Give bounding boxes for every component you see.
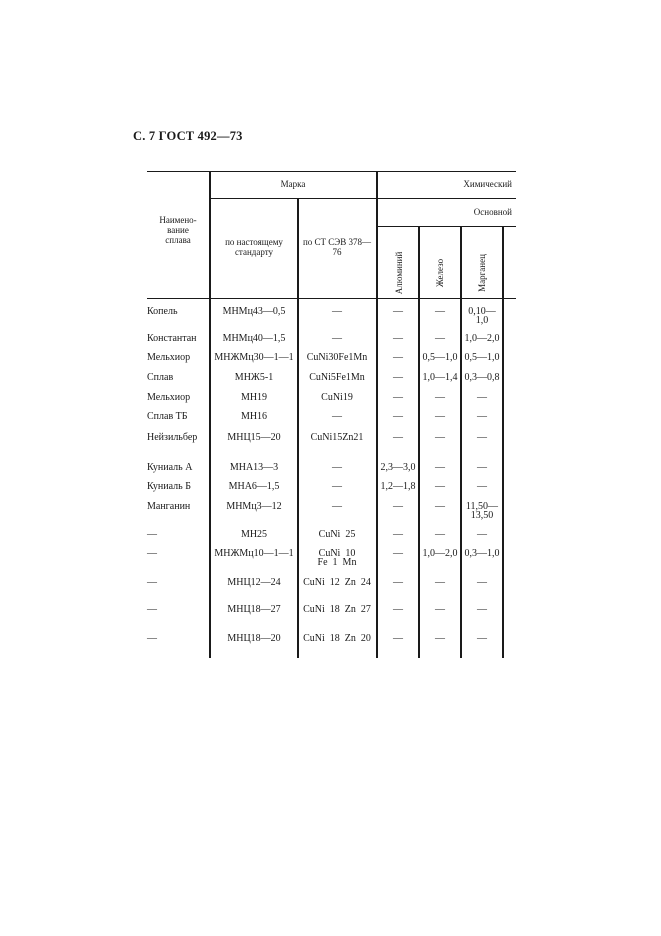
cell-aluminum: — [393, 432, 403, 443]
cell-iron: 1,0—2,0 [422, 548, 458, 559]
header-alloy-name: Наимено- вание сплава [159, 215, 197, 245]
cell-aluminum: — [393, 548, 403, 559]
cell-manganese: — [477, 392, 487, 403]
cell-iron: 0,5—1,0 [422, 352, 458, 363]
cell-aluminum: — [393, 633, 403, 644]
cell-current-grade: МНА13—3 [229, 462, 279, 473]
cell-manganese: 1,0—2,0 [464, 333, 500, 344]
cell-iron: — [435, 432, 445, 443]
cell-current-grade: МНМц3—12 [226, 501, 282, 512]
cell-aluminum: — [393, 333, 403, 344]
cell-sev-grade: CuNi 10 Fe 1 Mn [317, 548, 357, 568]
cell-alloy-name: Сплав [147, 372, 174, 383]
cell-iron: — [435, 411, 445, 422]
header-marka: Марка [280, 179, 306, 189]
cell-current-grade: МНЦ18—27 [227, 604, 281, 615]
cell-manganese: — [477, 462, 487, 473]
cell-aluminum: 1,2—1,8 [380, 481, 416, 492]
page-title: С. 7 ГОСТ 492—73 [133, 129, 243, 143]
cell-alloy-name: Сплав ТБ [147, 411, 188, 422]
cell-manganese: — [477, 633, 487, 644]
header-current-standard: по настоящему стандарту [225, 237, 283, 257]
cell-aluminum: — [393, 529, 403, 540]
cell-current-grade: МНМц43—0,5 [222, 306, 286, 317]
cell-sev-grade: CuNi15Zn21 [310, 432, 364, 443]
cell-aluminum: — [393, 604, 403, 615]
cell-manganese: 0,5—1,0 [464, 352, 500, 363]
cell-iron: — [435, 501, 445, 512]
cell-current-grade: МН25 [240, 529, 268, 540]
cell-manganese: — [477, 411, 487, 422]
cell-aluminum: — [393, 392, 403, 403]
cell-current-grade: МНЖМц30—1—1 [214, 352, 294, 363]
cell-alloy-name: — [147, 604, 157, 615]
cell-alloy-name: Манганин [147, 501, 191, 512]
cell-sev-grade: CuNi5Fe1Mn [309, 372, 365, 383]
header-st-sev: по СТ СЭВ 378— 76 [302, 237, 371, 257]
table-top-rule [147, 171, 516, 172]
header-manganese: Марганец [477, 254, 487, 292]
cell-iron: — [435, 633, 445, 644]
cell-iron: — [435, 392, 445, 403]
header-chemical: Химический [463, 179, 512, 189]
cell-iron: 1,0—1,4 [422, 372, 458, 383]
cell-current-grade: МН16 [240, 411, 268, 422]
cell-alloy-name: Куниаль А [147, 462, 193, 473]
cell-sev-grade: CuNi 12 Zn 24 [303, 577, 371, 588]
cell-sev-grade: CuNi 18 Zn 27 [303, 604, 371, 615]
cell-iron: — [435, 306, 445, 317]
cell-sev-grade: — [332, 306, 342, 317]
cell-iron: — [435, 333, 445, 344]
cell-current-grade: МНЦ15—20 [227, 432, 281, 443]
cell-alloy-name: — [147, 548, 157, 559]
cell-aluminum: — [393, 577, 403, 588]
cell-sev-grade: — [332, 411, 342, 422]
header-aluminum: Алюминий [394, 251, 404, 295]
cell-aluminum: 2,3—3,0 [380, 462, 416, 473]
cell-current-grade: МНЖМц10—1—1 [214, 548, 294, 559]
cell-sev-grade: — [332, 481, 342, 492]
header-rule-2 [210, 198, 516, 199]
cell-sev-grade: CuNi 18 Zn 20 [303, 633, 371, 644]
cell-manganese: — [477, 481, 487, 492]
cell-alloy-name: Копель [147, 306, 178, 317]
cell-alloy-name: Мельхиор [147, 392, 191, 403]
cell-alloy-name: Куниаль Б [147, 481, 191, 492]
cell-sev-grade: — [332, 462, 342, 473]
cell-manganese: 0,3—0,8 [464, 372, 500, 383]
cell-iron: — [435, 529, 445, 540]
cell-sev-grade: — [332, 333, 342, 344]
cell-iron: — [435, 481, 445, 492]
cell-manganese: 11,50— 13,50 [465, 501, 499, 521]
cell-current-grade: МНЦ18—20 [227, 633, 281, 644]
cell-alloy-name: — [147, 577, 157, 588]
cell-aluminum: — [393, 372, 403, 383]
cell-aluminum: — [393, 501, 403, 512]
cell-sev-grade: — [332, 501, 342, 512]
header-iron: Железо [435, 258, 445, 288]
cell-current-grade: МН19 [240, 392, 268, 403]
cell-iron: — [435, 604, 445, 615]
cell-current-grade: МНМц40—1,5 [222, 333, 286, 344]
cell-current-grade: МНА6—1,5 [228, 481, 280, 492]
cell-manganese: — [477, 529, 487, 540]
col-divider-std [297, 198, 299, 658]
cell-manganese: — [477, 604, 487, 615]
cell-iron: — [435, 462, 445, 473]
cell-alloy-name: Нейзильбер [147, 432, 198, 443]
cell-alloy-name: — [147, 633, 157, 644]
cell-current-grade: МНЖ5-1 [234, 372, 274, 383]
cell-sev-grade: CuNi 25 [318, 529, 356, 540]
cell-iron: — [435, 577, 445, 588]
cell-aluminum: — [393, 411, 403, 422]
cell-current-grade: МНЦ12—24 [227, 577, 281, 588]
cell-sev-grade: CuNi19 [321, 392, 353, 403]
header-rule-3 [377, 226, 516, 227]
cell-manganese: — [477, 432, 487, 443]
cell-manganese: 0,10— 1,0 [468, 306, 496, 326]
cell-aluminum: — [393, 352, 403, 363]
cell-aluminum: — [393, 306, 403, 317]
cell-manganese: — [477, 577, 487, 588]
cell-alloy-name: Мельхиор [147, 352, 191, 363]
header-main: Основной [473, 207, 512, 217]
cell-manganese: 0,3—1,0 [464, 548, 500, 559]
cell-sev-grade: CuNi30Fe1Mn [306, 352, 368, 363]
cell-alloy-name: Константан [147, 333, 197, 344]
cell-alloy-name: — [147, 529, 157, 540]
